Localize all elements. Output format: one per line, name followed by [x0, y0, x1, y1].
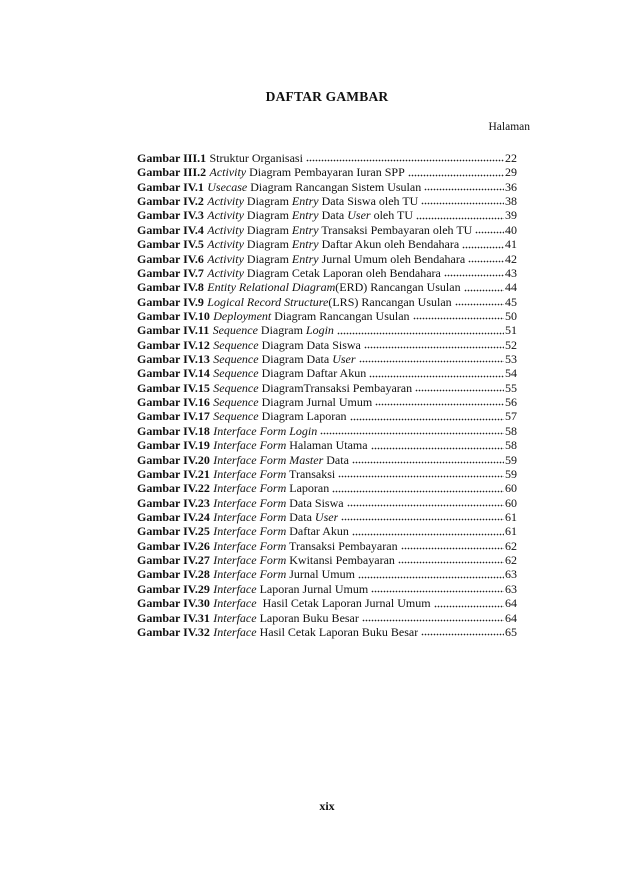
dot-leader — [413, 316, 504, 320]
figure-label: Gambar IV.11 — [137, 323, 210, 338]
figure-title-italic-term: Interface Form — [213, 509, 287, 524]
figure-entry — [137, 352, 517, 366]
dot-leader — [475, 230, 504, 234]
figure-title-text: Diagram — [243, 222, 292, 237]
figure-title-text: Hasil Cetak Laporan Buku Besar — [256, 624, 419, 639]
figure-title-italic-term: Entry — [291, 251, 319, 266]
figure-title-italic-term: Entry — [291, 194, 319, 209]
figure-label: Gambar IV.8 — [137, 280, 204, 295]
dot-leader — [332, 489, 504, 493]
page-number: xix — [319, 799, 335, 813]
figure-title — [213, 323, 334, 337]
figure-title — [213, 524, 349, 538]
figure-title-text: Daftar Akun oleh Bendahara — [318, 237, 460, 252]
figure-label: Gambar III.2 — [137, 165, 207, 180]
figure-entry — [137, 567, 517, 581]
dot-leader — [338, 474, 504, 478]
figure-label: Gambar IV.26 — [137, 538, 210, 553]
figure-title — [207, 252, 465, 266]
dot-leader — [306, 158, 504, 162]
figure-title-italic-term: Activity — [207, 265, 244, 280]
dot-leader — [347, 503, 504, 507]
figure-label: Gambar IV.2 — [137, 194, 204, 209]
figure-title-text: Diagram — [243, 251, 292, 266]
figure-entry — [137, 481, 517, 495]
figure-page-number: 59 — [505, 466, 517, 481]
figure-entry — [137, 611, 517, 625]
figure-title-text: Data — [286, 509, 315, 524]
figure-page-number: 63 — [505, 567, 517, 582]
figure-title — [213, 611, 359, 625]
figure-title-italic-term: Interface — [213, 581, 257, 596]
figure-entry — [137, 582, 517, 596]
figure-page-number: 22 — [505, 151, 517, 165]
figure-entry — [137, 223, 517, 237]
figure-title-text: (LRS) Rancangan Usulan — [328, 294, 452, 309]
figure-label: Gambar IV.24 — [137, 509, 210, 524]
figure-title-italic-term: User — [332, 352, 356, 367]
figure-title-italic-term: Interface Form — [213, 538, 287, 553]
figure-entry — [137, 496, 517, 510]
figure-label: Gambar IV.12 — [137, 337, 210, 352]
figure-title-italic-term: Sequence — [212, 323, 258, 338]
figure-title-italic-term: Interface Form — [213, 481, 287, 496]
figure-entry — [137, 165, 517, 179]
figure-title — [213, 453, 349, 467]
figure-title-italic-term: Activity — [207, 237, 244, 252]
figure-title-text: Jurnal Umum oleh Bendahara — [318, 251, 466, 266]
figure-entry — [137, 625, 517, 639]
dot-leader — [362, 618, 504, 622]
figure-title-italic-term: Sequence — [213, 409, 259, 424]
dot-leader — [337, 331, 504, 335]
figure-page-number: 58 — [505, 438, 517, 453]
figure-page-number: 42 — [505, 251, 517, 266]
figure-title-text: Laporan Buku Besar — [256, 610, 359, 625]
dot-leader — [371, 446, 504, 450]
figure-title-italic-term: Activity — [207, 251, 244, 266]
dot-leader — [416, 216, 504, 220]
figure-label: Gambar IV.13 — [137, 352, 210, 367]
figure-label: Gambar IV.25 — [137, 524, 210, 539]
figure-title-text: Transaksi — [286, 466, 336, 481]
dot-leader — [415, 388, 504, 392]
figure-entry — [137, 151, 517, 165]
figure-entry — [137, 280, 517, 294]
figure-title — [213, 395, 372, 409]
figure-title-italic-term: Activity — [207, 208, 244, 223]
figure-entry — [137, 453, 517, 467]
dot-leader — [401, 546, 504, 550]
figure-entry — [137, 252, 517, 266]
figure-title-italic-term: Usecase — [207, 179, 248, 194]
figure-label: Gambar IV.28 — [137, 567, 210, 582]
figure-title-text: Diagram Pembayaran Iuran SPP — [246, 165, 405, 180]
figure-title-italic-term: Deployment — [213, 308, 272, 323]
figure-title — [207, 180, 421, 194]
figure-label: Gambar IV.22 — [137, 481, 210, 496]
figure-label: Gambar IV.27 — [137, 553, 210, 568]
figure-title-italic-term: Sequence — [213, 366, 259, 381]
figure-title-text: oleh TU — [370, 208, 414, 223]
dot-leader — [350, 417, 504, 421]
dot-leader — [358, 575, 504, 579]
figure-page-number: 44 — [505, 280, 517, 295]
figure-title — [213, 438, 367, 452]
figure-entry — [137, 539, 517, 553]
figure-title-text: Jurnal Umum — [286, 567, 355, 582]
figure-entry — [137, 409, 517, 423]
figure-page-number: 38 — [505, 194, 517, 209]
figure-entry — [137, 596, 517, 610]
figure-title-text: Diagram — [243, 194, 292, 209]
figure-title-text: Data Siswa — [286, 495, 344, 510]
figure-entry — [137, 266, 517, 280]
figure-page-number: 58 — [505, 423, 517, 438]
dot-leader — [424, 187, 504, 191]
figure-page-number: 36 — [505, 179, 517, 194]
figure-label: Gambar IV.15 — [137, 380, 210, 395]
figure-title — [213, 338, 361, 352]
figure-title-italic-term: Interface Form — [213, 495, 287, 510]
figure-label: Gambar IV.7 — [137, 265, 204, 280]
figure-page-number: 50 — [505, 308, 517, 323]
figure-title-italic-term: Logical Record Structure — [207, 294, 329, 309]
figure-title-italic-term: Sequence — [213, 380, 259, 395]
figure-title — [213, 381, 412, 395]
figure-title-text: Diagram Rancangan Sistem Usulan — [247, 179, 422, 194]
dot-leader — [320, 431, 504, 435]
figure-title-italic-term: Sequence — [213, 337, 259, 352]
figure-page-number: 57 — [505, 409, 517, 424]
dot-leader — [421, 201, 504, 205]
figure-label: Gambar IV.32 — [137, 624, 210, 639]
figure-entry — [137, 208, 517, 222]
figure-title-text: Laporan — [286, 481, 330, 496]
figure-label: Gambar IV.6 — [137, 251, 204, 266]
dot-leader — [464, 288, 504, 292]
figure-label: Gambar IV.23 — [137, 495, 210, 510]
dot-leader — [352, 460, 504, 464]
figure-page-number: 39 — [505, 208, 517, 223]
figure-title — [213, 596, 430, 610]
figure-title — [207, 266, 441, 280]
figure-title-text: Daftar Akun — [286, 524, 349, 539]
figure-title-italic-term: Interface — [213, 596, 257, 611]
figure-label: Gambar IV.14 — [137, 366, 210, 381]
figure-title — [209, 165, 404, 179]
figure-title-text: Kwitansi Pembayaran — [286, 553, 395, 568]
figure-page-number: 41 — [505, 237, 517, 252]
figure-title-italic-term: Activity — [207, 222, 244, 237]
figure-title-italic-term: Entry — [291, 222, 319, 237]
halaman-column-header: Halaman — [488, 121, 530, 133]
figure-label: Gambar III.1 — [137, 151, 207, 165]
figure-entry — [137, 323, 517, 337]
figure-title — [213, 467, 335, 481]
figure-title-italic-term: Login — [305, 323, 334, 338]
figure-title-text: Diagram Data — [258, 352, 333, 367]
figure-title-text: Diagram Laporan — [258, 409, 347, 424]
figure-title — [213, 539, 397, 553]
figure-entry — [137, 237, 517, 251]
figure-page-number: 63 — [505, 581, 517, 596]
figure-title-italic-term: Interface Form — [213, 438, 287, 453]
figure-title-text: Data — [323, 452, 349, 467]
dot-leader — [375, 402, 504, 406]
figure-page-number: 51 — [505, 323, 517, 338]
figure-label: Gambar IV.17 — [137, 409, 210, 424]
figure-title — [213, 481, 329, 495]
figure-label: Gambar IV.20 — [137, 452, 210, 467]
figure-title — [213, 496, 343, 510]
dot-leader — [359, 359, 504, 363]
figure-title-italic-term: Activity — [209, 165, 247, 180]
figure-title — [213, 366, 366, 380]
figure-page-number: 64 — [505, 596, 517, 611]
dot-leader — [398, 560, 504, 564]
figure-label: Gambar IV.9 — [137, 294, 204, 309]
figure-label: Gambar IV.16 — [137, 395, 210, 410]
figure-page-number: 55 — [505, 380, 517, 395]
dot-leader — [462, 245, 504, 249]
figure-label: Gambar IV.30 — [137, 596, 210, 611]
figure-label: Gambar IV.19 — [137, 438, 210, 453]
figure-entry — [137, 338, 517, 352]
dot-leader — [369, 374, 504, 378]
dot-leader — [371, 589, 504, 593]
figure-page-number: 29 — [505, 165, 517, 180]
figure-title-text: Diagram — [257, 323, 306, 338]
figure-title — [207, 237, 459, 251]
figure-entry — [137, 366, 517, 380]
figure-page-number: 52 — [505, 337, 517, 352]
figure-title-text: Data Siswa oleh TU — [318, 194, 419, 209]
figure-page-number: 62 — [505, 538, 517, 553]
figure-title — [209, 151, 302, 165]
figure-title-text: Struktur Organisasi — [209, 151, 303, 165]
figure-label: Gambar IV.18 — [137, 423, 210, 438]
figure-title-italic-term: Sequence — [213, 352, 259, 367]
figure-title-italic-term: User — [347, 208, 371, 223]
figure-title — [213, 625, 418, 639]
figure-label: Gambar IV.5 — [137, 237, 204, 252]
figure-page-number: 53 — [505, 352, 517, 367]
figure-title-italic-term: Activity — [207, 194, 244, 209]
figure-title — [213, 352, 355, 366]
figure-title — [213, 582, 368, 596]
figure-label: Gambar IV.3 — [137, 208, 204, 223]
figure-entry — [137, 510, 517, 524]
figure-title — [213, 553, 395, 567]
figure-entry — [137, 194, 517, 208]
figure-entry — [137, 309, 517, 323]
figure-title-italic-term: Interface — [213, 610, 257, 625]
figure-title — [207, 295, 451, 309]
figure-page-number: 60 — [505, 481, 517, 496]
figure-title-text: Diagram — [243, 208, 292, 223]
figure-title-italic-term: Entry — [291, 237, 319, 252]
figure-entry — [137, 395, 517, 409]
figure-page-number: 54 — [505, 366, 517, 381]
figure-page-number: 56 — [505, 395, 517, 410]
figure-entry — [137, 524, 517, 538]
figure-title-text: Diagram — [243, 237, 292, 252]
figure-page-number: 60 — [505, 495, 517, 510]
figure-page-number: 59 — [505, 452, 517, 467]
figure-title-text: Diagram Rancangan Usulan — [271, 308, 410, 323]
figure-title — [207, 208, 413, 222]
figure-title-italic-term: Interface Form — [213, 524, 287, 539]
figure-title-text: DiagramTransaksi Pembayaran — [258, 380, 413, 395]
figure-label: Gambar IV.21 — [137, 466, 210, 481]
figure-page-number: 65 — [505, 624, 517, 639]
figure-page-number: 40 — [505, 222, 517, 237]
figure-page-number: 61 — [505, 524, 517, 539]
figure-label: Gambar IV.4 — [137, 222, 204, 237]
figure-entry — [137, 553, 517, 567]
figure-entry — [137, 438, 517, 452]
figure-title-italic-term: Entity Relational Diagram — [207, 280, 336, 295]
figure-title-text: (ERD) Rancangan Usulan — [335, 280, 461, 295]
figure-title-italic-term: Interface Form — [213, 466, 287, 481]
figure-title-italic-term: Interface Form — [213, 567, 287, 582]
figure-title-italic-term: Interface Form Master — [213, 452, 324, 467]
figure-entry — [137, 424, 517, 438]
figure-title-italic-term: Sequence — [213, 395, 259, 410]
figure-entry — [137, 381, 517, 395]
figure-title-text: Diagram Daftar Akun — [258, 366, 367, 381]
page-title: DAFTAR GAMBAR — [265, 89, 389, 104]
figure-title-italic-term: User — [314, 509, 339, 524]
figure-title-text: Transaksi Pembayaran oleh TU — [318, 222, 473, 237]
dot-leader — [341, 517, 504, 521]
figure-title — [207, 194, 418, 208]
figure-title-text: Data — [318, 208, 348, 223]
figure-entry — [137, 295, 517, 309]
figure-label: Gambar IV.1 — [137, 179, 204, 194]
figure-page-number: 45 — [505, 294, 517, 309]
dot-leader — [364, 345, 504, 349]
dot-leader — [455, 302, 504, 306]
figure-page-number: 61 — [505, 509, 517, 524]
figure-title — [207, 280, 460, 294]
dot-leader — [421, 632, 504, 636]
dot-leader — [352, 532, 504, 536]
dot-leader — [408, 173, 504, 177]
figure-label: Gambar IV.31 — [137, 610, 210, 625]
figure-title — [213, 409, 346, 423]
figure-label: Gambar IV.10 — [137, 308, 210, 323]
figure-title-text: Laporan Jurnal Umum — [256, 581, 369, 596]
dot-leader — [444, 273, 504, 277]
figure-title-italic-term: Interface Form — [213, 553, 287, 568]
figure-title — [213, 567, 355, 581]
figure-title-text: Diagram Jurnal Umum — [258, 395, 373, 410]
figure-title — [207, 223, 472, 237]
figure-label: Gambar IV.29 — [137, 581, 210, 596]
figure-title-italic-term: Entry — [291, 208, 319, 223]
figure-entry — [137, 180, 517, 194]
figure-page-number: 43 — [505, 265, 517, 280]
figure-title-text: Hasil Cetak Laporan Jurnal Umum — [256, 596, 431, 611]
figure-list — [137, 151, 517, 639]
figure-title — [213, 424, 317, 438]
figure-title-text: Transaksi Pembayaran — [286, 538, 398, 553]
figure-title-italic-term: Interface Form Login — [213, 423, 318, 438]
figure-title-text: Halaman Utama — [286, 438, 368, 453]
figure-title-text: Diagram Data Siswa — [258, 337, 361, 352]
dot-leader — [468, 259, 504, 263]
figure-title — [213, 309, 409, 323]
dot-leader — [434, 604, 504, 608]
figure-page-number: 64 — [505, 610, 517, 625]
figure-entry — [137, 467, 517, 481]
figure-title-text: Diagram Cetak Laporan oleh Bendahara — [243, 265, 441, 280]
figure-page-number: 62 — [505, 553, 517, 568]
figure-title-italic-term: Interface — [213, 624, 257, 639]
figure-title — [213, 510, 338, 524]
